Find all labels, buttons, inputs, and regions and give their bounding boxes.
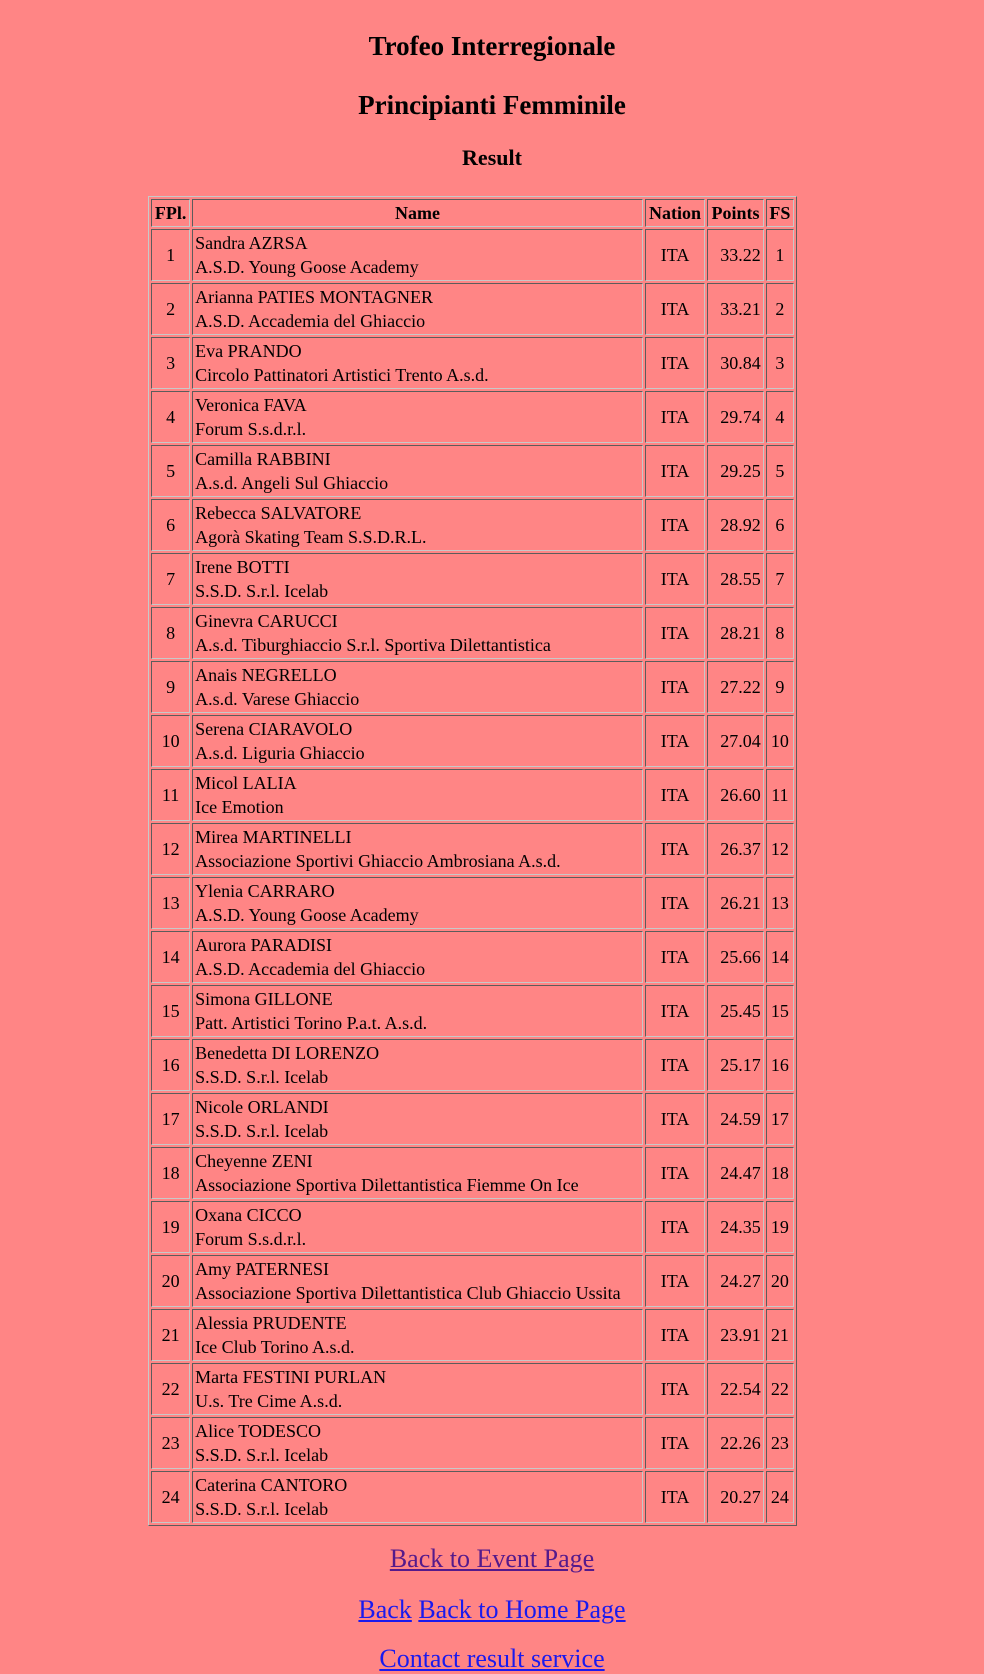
skater-name: Irene BOTTI [195,557,290,577]
skater-name: Mirea MARTINELLI [195,827,352,847]
fs-cell: 3 [766,337,794,389]
name-cell [192,1471,643,1523]
skater-name: Aurora PARADISI [195,935,332,955]
table-row [151,823,794,875]
club-name: A.s.d. Angeli Sul Ghiaccio [195,473,389,493]
nation-cell: ITA [645,337,706,389]
points-cell: 25.66 [707,931,763,983]
back-link[interactable]: Back [358,1595,412,1624]
rank-cell: 6 [151,499,190,551]
points-cell: 26.21 [707,877,763,929]
nation-cell: ITA [645,1201,706,1253]
points-cell: 28.55 [707,553,763,605]
club-name: A.S.D. Accademia del Ghiaccio [195,311,426,331]
points-cell: 27.04 [707,715,763,767]
back-to-event-link[interactable]: Back to Event Page [389,1544,595,1573]
rank-cell: 4 [151,391,190,443]
club-name: Agorà Skating Team S.S.D.R.L. [195,527,427,547]
name-cell [192,661,643,713]
rank-cell: 14 [151,931,190,983]
fs-cell: 23 [766,1417,794,1469]
club-name: A.s.d. Varese Ghiaccio [195,689,360,709]
name-cell [192,823,643,875]
club-name: Associazione Sportiva Dilettantistica Club Ghiaccio Ussita [195,1283,621,1303]
rank-cell: 22 [151,1363,190,1415]
fs-cell: 11 [766,769,794,821]
event-link-row [0,1544,984,1574]
fs-cell: 18 [766,1147,794,1199]
name-cell [192,715,643,767]
category-title: Principianti Femminile [358,90,626,120]
name-cell [192,985,643,1037]
col-header-points: Points [707,199,763,227]
contact-link-row [0,1644,984,1674]
points-cell: 24.35 [707,1201,763,1253]
points-cell: 28.92 [707,499,763,551]
table-row [151,931,794,983]
col-header-rank: FPl. [151,199,190,227]
page-header [0,0,984,172]
club-name: S.S.D. S.r.l. Icelab [195,1067,329,1087]
fs-cell: 6 [766,499,794,551]
table-row [151,1201,794,1253]
nation-cell: ITA [645,445,706,497]
points-cell: 29.74 [707,391,763,443]
fs-cell: 9 [766,661,794,713]
rank-cell: 19 [151,1201,190,1253]
table-row [151,769,794,821]
club-name: Forum S.s.d.r.l. [195,1229,307,1249]
nation-cell: ITA [645,607,706,659]
nation-cell: ITA [645,931,706,983]
table-row [151,283,794,335]
rank-cell: 8 [151,607,190,659]
table-row [151,1363,794,1415]
table-row [151,1255,794,1307]
skater-name: Eva PRANDO [195,341,302,361]
fs-cell: 12 [766,823,794,875]
points-cell: 26.60 [707,769,763,821]
nation-cell: ITA [645,1471,706,1523]
table-row [151,1471,794,1523]
rank-cell: 11 [151,769,190,821]
club-name: Patt. Artistici Torino P.a.t. A.s.d. [195,1013,428,1033]
club-name: Ice Emotion [195,797,284,817]
table-row [151,985,794,1037]
skater-name: Simona GILLONE [195,989,333,1009]
col-header-nation: Nation [645,199,706,227]
skater-name: Arianna PATIES MONTAGNER [195,287,434,307]
rank-cell: 9 [151,661,190,713]
fs-cell: 5 [766,445,794,497]
nation-cell: ITA [645,1255,706,1307]
nation-cell: ITA [645,877,706,929]
rank-cell: 21 [151,1309,190,1361]
table-row [151,715,794,767]
rank-cell: 12 [151,823,190,875]
fs-cell: 17 [766,1093,794,1145]
nation-cell: ITA [645,1363,706,1415]
points-cell: 27.22 [707,661,763,713]
rank-cell: 5 [151,445,190,497]
nation-cell: ITA [645,391,706,443]
points-cell: 25.45 [707,985,763,1037]
name-cell [192,283,643,335]
nation-cell: ITA [645,1309,706,1361]
points-cell: 25.17 [707,1039,763,1091]
name-cell [192,1093,643,1145]
skater-name: Rebecca SALVATORE [195,503,362,523]
name-cell [192,229,643,281]
name-cell [192,931,643,983]
nation-cell: ITA [645,985,706,1037]
club-name: S.S.D. S.r.l. Icelab [195,1499,329,1519]
results-table [148,196,797,1526]
points-cell: 20.27 [707,1471,763,1523]
fs-cell: 24 [766,1471,794,1523]
table-row [151,553,794,605]
fs-cell: 2 [766,283,794,335]
club-name: A.S.D. Young Goose Academy [195,257,419,277]
points-cell: 30.84 [707,337,763,389]
points-cell: 24.47 [707,1147,763,1199]
rank-cell: 17 [151,1093,190,1145]
header-row [151,199,794,227]
fs-cell: 7 [766,553,794,605]
rank-cell: 13 [151,877,190,929]
fs-cell: 4 [766,391,794,443]
name-cell [192,499,643,551]
nation-cell: ITA [645,715,706,767]
fs-cell: 22 [766,1363,794,1415]
points-cell: 23.91 [707,1309,763,1361]
back-to-home-link[interactable]: Back to Home Page [418,1595,626,1624]
table-row [151,661,794,713]
fs-cell: 1 [766,229,794,281]
nation-cell: ITA [645,823,706,875]
name-cell [192,553,643,605]
points-cell: 26.37 [707,823,763,875]
rank-cell: 7 [151,553,190,605]
points-cell: 28.21 [707,607,763,659]
rank-cell: 16 [151,1039,190,1091]
table-row [151,337,794,389]
col-header-name: Name [192,199,643,227]
points-cell: 22.54 [707,1363,763,1415]
table-row [151,229,794,281]
contact-link[interactable]: Contact result service [379,1644,605,1673]
nation-cell: ITA [645,499,706,551]
skater-name: Serena CIARAVOLO [195,719,353,739]
nation-cell: ITA [645,661,706,713]
name-cell [192,877,643,929]
fs-cell: 20 [766,1255,794,1307]
table-row [151,1417,794,1469]
skater-name: Alice TODESCO [195,1421,321,1441]
nation-cell: ITA [645,1417,706,1469]
club-name: S.S.D. S.r.l. Icelab [195,1445,329,1465]
table-row [151,445,794,497]
rank-cell: 10 [151,715,190,767]
club-name: Ice Club Torino A.s.d. [195,1337,355,1357]
skater-name: Ylenia CARRARO [195,881,335,901]
table-row [151,607,794,659]
name-cell [192,1255,643,1307]
points-cell: 33.21 [707,283,763,335]
club-name: S.S.D. S.r.l. Icelab [195,1121,329,1141]
skater-name: Amy PATERNESI [195,1259,330,1279]
skater-name: Caterina CANTORO [195,1475,348,1495]
table-row [151,877,794,929]
skater-name: Ginevra CARUCCI [195,611,338,631]
skater-name: Alessia PRUDENTE [195,1313,347,1333]
club-name: A.S.D. Accademia del Ghiaccio [195,959,426,979]
club-name: Associazione Sportiva Dilettantistica Fiemme On Ice [195,1175,579,1195]
nation-cell: ITA [645,1147,706,1199]
name-cell [192,1417,643,1469]
skater-name: Marta FESTINI PURLAN [195,1367,387,1387]
nation-cell: ITA [645,1039,706,1091]
name-cell [192,1039,643,1091]
section-title: Result [462,145,522,170]
nation-cell: ITA [645,769,706,821]
name-cell [192,337,643,389]
fs-cell: 16 [766,1039,794,1091]
club-name: A.s.d. Liguria Ghiaccio [195,743,365,763]
skater-name: Cheyenne ZENI [195,1151,313,1171]
club-name: U.s. Tre Cime A.s.d. [195,1391,343,1411]
nation-cell: ITA [645,283,706,335]
table-row [151,1039,794,1091]
name-cell [192,1147,643,1199]
col-header-fs: FS [766,199,794,227]
table-row [151,1309,794,1361]
club-name: Associazione Sportivi Ghiaccio Ambrosiana A.s.d. [195,851,561,871]
name-cell [192,1363,643,1415]
name-cell [192,391,643,443]
rank-cell: 24 [151,1471,190,1523]
fs-cell: 14 [766,931,794,983]
fs-cell: 8 [766,607,794,659]
table-row [151,499,794,551]
points-cell: 33.22 [707,229,763,281]
rank-cell: 2 [151,283,190,335]
skater-name: Nicole ORLANDI [195,1097,329,1117]
skater-name: Oxana CICCO [195,1205,302,1225]
club-name: S.S.D. S.r.l. Icelab [195,581,329,601]
skater-name: Camilla RABBINI [195,449,331,469]
fs-cell: 15 [766,985,794,1037]
club-name: A.s.d. Tiburghiaccio S.r.l. Sportiva Dilettantistica [195,635,551,655]
nation-cell: ITA [645,229,706,281]
rank-cell: 23 [151,1417,190,1469]
skater-name: Micol LALIA [195,773,297,793]
results-body [151,229,794,1523]
skater-name: Sandra AZRSA [195,233,308,253]
rank-cell: 15 [151,985,190,1037]
points-cell: 24.27 [707,1255,763,1307]
skater-name: Veronica FAVA [195,395,307,415]
nation-cell: ITA [645,553,706,605]
name-cell [192,1201,643,1253]
table-row [151,1093,794,1145]
table-row [151,391,794,443]
name-cell [192,445,643,497]
rank-cell: 3 [151,337,190,389]
club-name: Forum S.s.d.r.l. [195,419,307,439]
club-name: A.S.D. Young Goose Academy [195,905,419,925]
points-cell: 29.25 [707,445,763,497]
nation-cell: ITA [645,1093,706,1145]
fs-cell: 10 [766,715,794,767]
fs-cell: 19 [766,1201,794,1253]
table-row [151,1147,794,1199]
skater-name: Benedetta DI LORENZO [195,1043,380,1063]
skater-name: Anais NEGRELLO [195,665,337,685]
rank-cell: 18 [151,1147,190,1199]
event-title: Trofeo Interregionale [368,31,616,61]
fs-cell: 13 [766,877,794,929]
club-name: Circolo Pattinatori Artistici Trento A.s.d. [195,365,489,385]
points-cell: 24.59 [707,1093,763,1145]
name-cell [192,769,643,821]
rank-cell: 20 [151,1255,190,1307]
rank-cell: 1 [151,229,190,281]
name-cell [192,1309,643,1361]
name-cell [192,607,643,659]
fs-cell: 21 [766,1309,794,1361]
home-link-row [0,1595,984,1625]
points-cell: 22.26 [707,1417,763,1469]
